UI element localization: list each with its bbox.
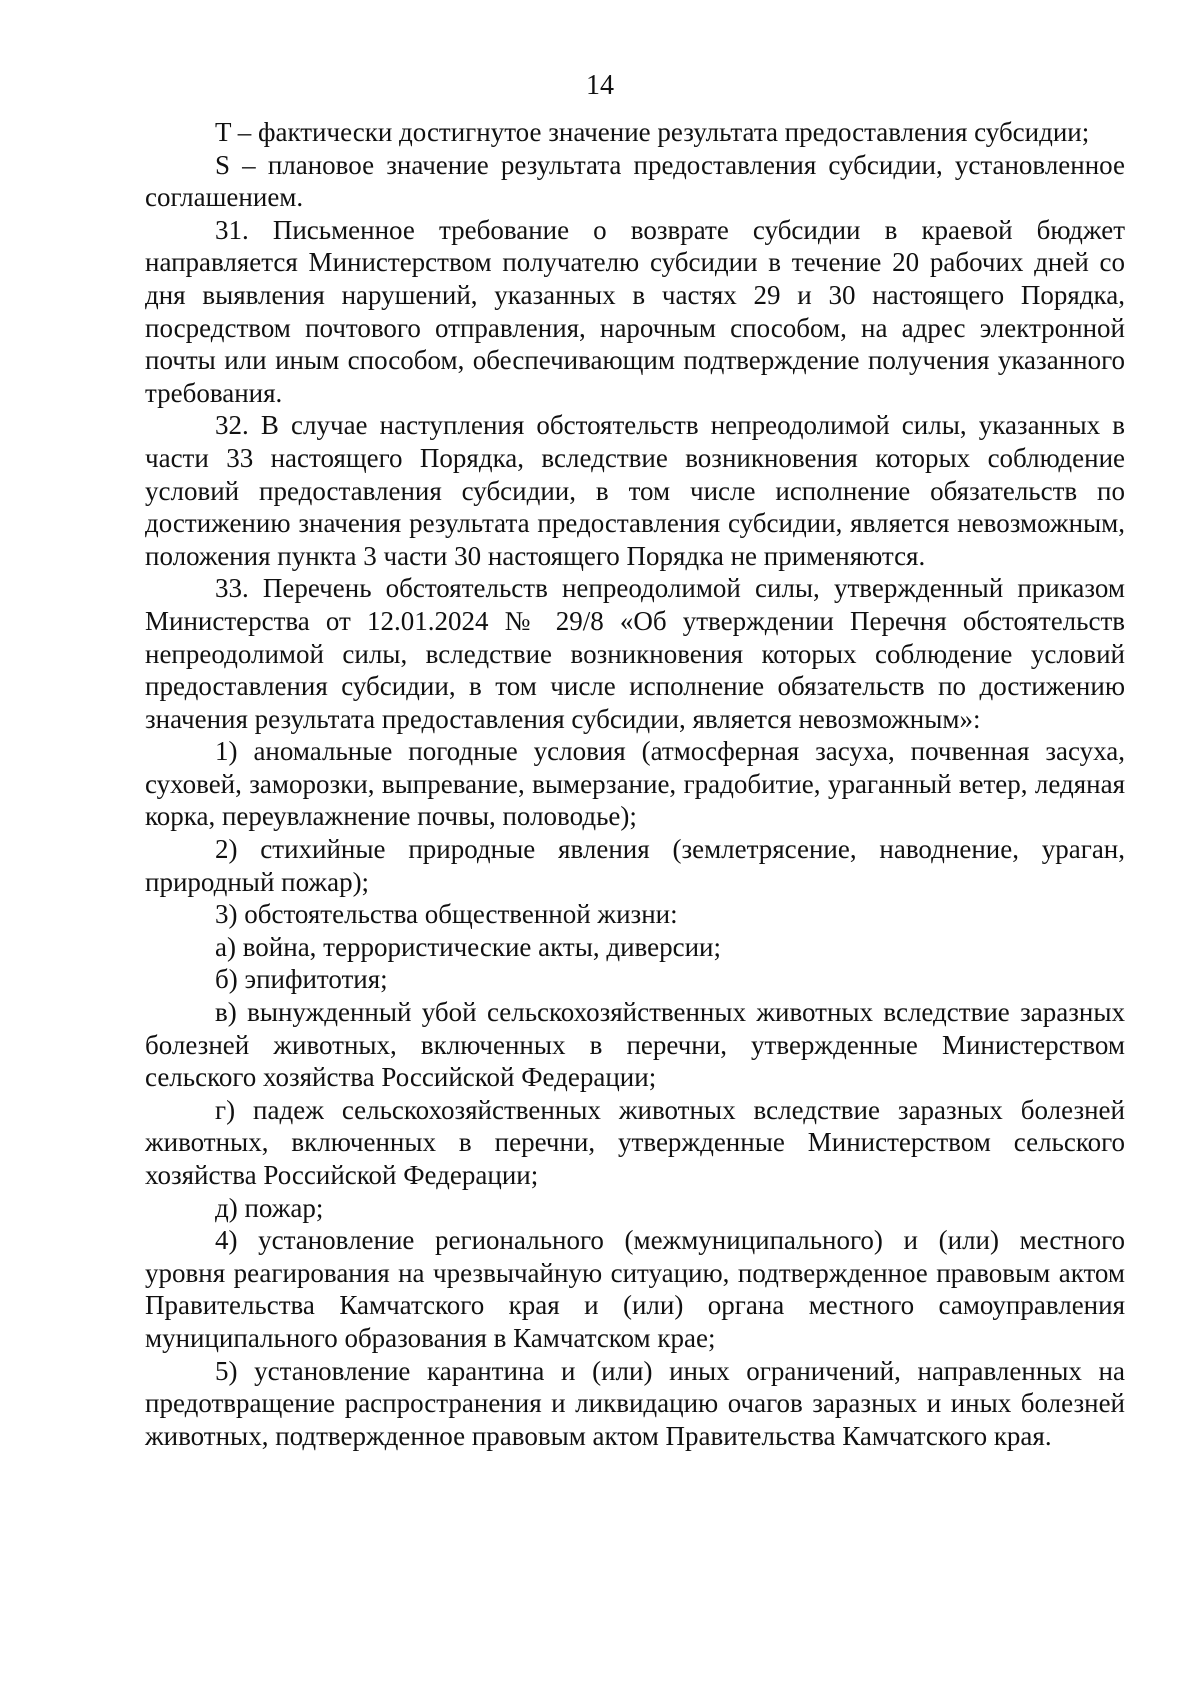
list-item-1: 1) аномальные погодные условия (атмосферная засуха, почвенная засуха, суховей, заморозки, выпревание, вымерзание, градобитие, ураганный ветер, ледяная корка, переувлажнение почвы, половодье); xyxy=(145,736,1125,832)
list-item-3d: д) пожар; xyxy=(215,1192,324,1223)
list-item-2: 2) стихийные природные явления (землетрясение, наводнение, ураган, природный пожар); xyxy=(145,834,1125,897)
paragraph-t-definition: T – фактически достигнутое значение результата предоставления субсидии; xyxy=(215,117,1090,147)
list-item-3g: г) падеж сельскохозяйственных животных вследствие заразных болезней животных, включенных в перечни, утвержденные Министерством сельского хозяйства Российской Федерации; xyxy=(145,1094,1125,1190)
page-number: 14 xyxy=(586,70,614,101)
list-item-3v: в) вынужденный убой сельскохозяйственных животных вследствие заразных болезней животных, включенных в перечни, утвержденные Министерством сельского хозяйства Российской Федерации; xyxy=(145,997,1125,1093)
list-item-3b: б) эпифитотия; xyxy=(215,964,388,995)
paragraph-31: 31. Письменное требование о возврате субсидии в краевой бюджет направляется Министерством получателю субсидии в течение 20 рабочих дней со дня выявления нарушений, указанных в частях 29 и 30 настоящего Порядка, посредством почтового отправления, нарочным способом, на адрес электронной почты или иным способом, обеспечивающим подтверждение получения указанного требования. xyxy=(145,214,1125,408)
document-body xyxy=(145,116,1125,1452)
list-item-3a: а) война, террористические акты, диверсии; xyxy=(215,931,721,962)
list-item-5: 5) установление карантина и (или) иных ограничений, направленных на предотвращение распространения и ликвидацию очагов заразных и иных болезней животных, подтвержденное правовым актом Правительства Камчатского края. xyxy=(145,1355,1125,1451)
list-item-3: 3) обстоятельства общественной жизни: xyxy=(215,899,678,930)
paragraph-32: 32. В случае наступления обстоятельств непреодолимой силы, указанных в части 33 настоящего Порядка, вследствие возникновения которых соблюдение условий предоставления субсидии, в том числе исполнение обязательств по достижению значения результата предоставления субсидии, является невозможным, положения пункта 3 части 30 настоящего Порядка не применяются. xyxy=(145,410,1125,571)
paragraph-s-definition: S – плановое значение результата предоставления субсидии, установленное соглашением. xyxy=(145,149,1125,213)
paragraph-33: 33. Перечень обстоятельств непреодолимой силы, утвержденный приказом Министерства от 12.01.2024 № 29/8 «Об утверждении Перечня обстоятельств непреодолимой силы, вследствие возникновения которых соблюдение условий предоставления субсидии, в том числе исполнение обязательств по достижению значения результата предоставления субсидии, является невозможным»: xyxy=(145,573,1125,734)
list-item-4: 4) установление регионального (межмуниципального) и (или) местного уровня реагирования на чрезвычайную ситуацию, подтвержденное правовым актом Правительства Камчатского края и (или) органа местного самоуправления муниципального образования в Камчатском крае; xyxy=(145,1225,1125,1353)
